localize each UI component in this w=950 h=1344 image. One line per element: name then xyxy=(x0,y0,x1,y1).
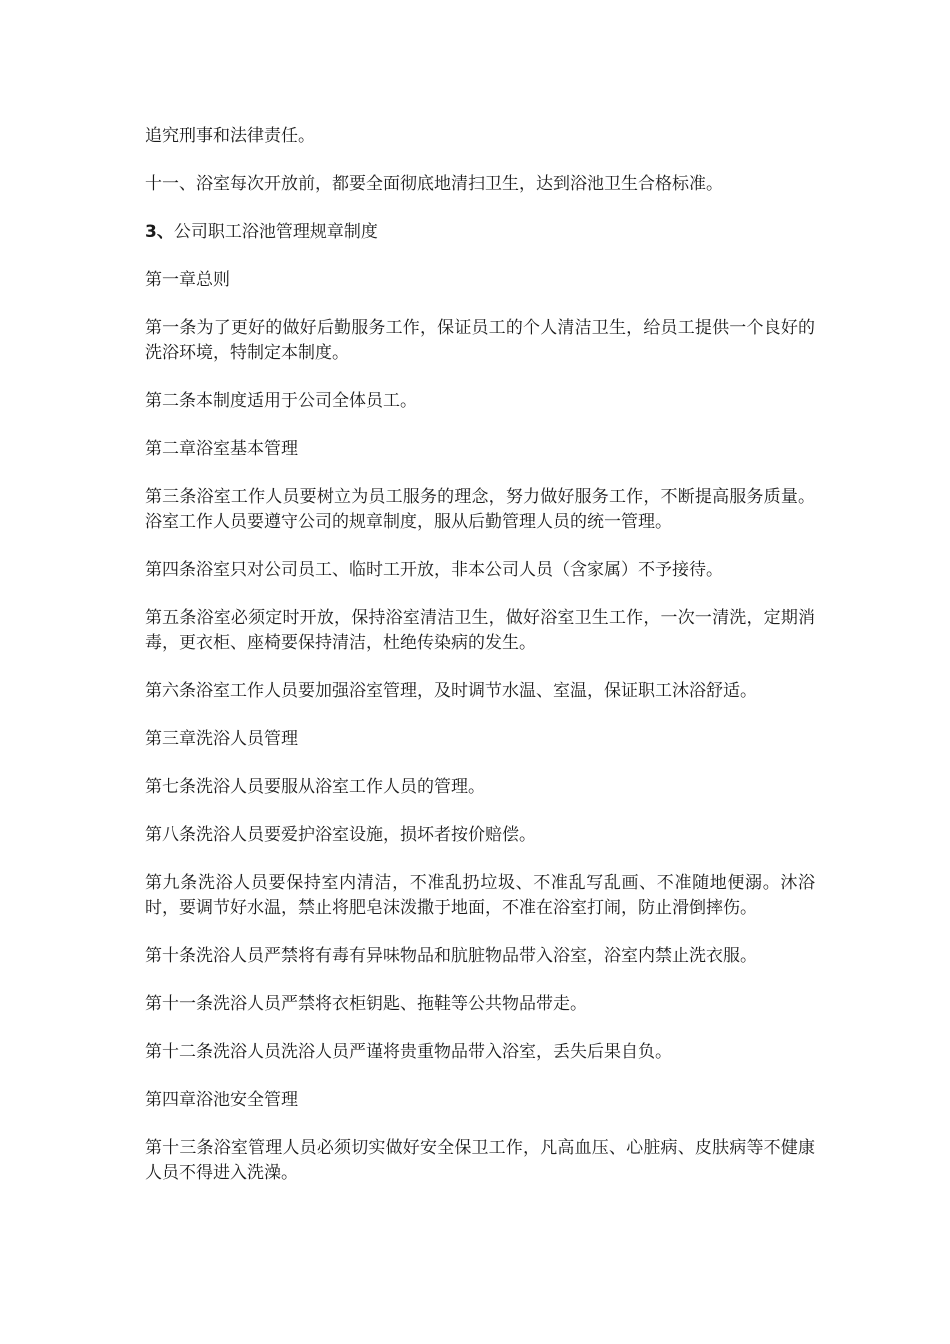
article-paragraph: 第七条洗浴人员要服从浴室工作人员的管理。 xyxy=(145,777,485,797)
article-paragraph: 第五条浴室必须定时开放，保持浴室清洁卫生，做好浴室卫生工作，一次一清洗，定期消毒，更衣柜、座椅要保持清洁，杜绝传染病的发生。 xyxy=(145,608,815,653)
paragraph: 追究刑事和法律责任。 xyxy=(145,126,315,146)
article-paragraph: 第一条为了更好的做好后勤服务工作，保证员工的个人清洁卫生，给员工提供一个良好的洗浴环境，特制定本制度。 xyxy=(145,318,815,363)
chapter-heading: 第一章总则 xyxy=(145,270,230,290)
section-number: 3、 xyxy=(145,222,174,242)
document-content xyxy=(145,124,815,1209)
article-paragraph: 第二条本制度适用于公司全体员工。 xyxy=(145,391,417,411)
chapter-heading: 第四章浴池安全管理 xyxy=(145,1090,298,1110)
article-paragraph: 第九条洗浴人员要保持室内清洁，不准乱扔垃圾、不准乱写乱画、不准随地便溺。沐浴时，要调节好水温，禁止将肥皂沫泼撒于地面，不准在浴室打闹，防止滑倒摔伤。 xyxy=(145,873,815,918)
article-paragraph: 第十条洗浴人员严禁将有毒有异味物品和肮脏物品带入浴室，浴室内禁止洗衣服。 xyxy=(145,946,757,966)
article-paragraph: 第十二条洗浴人员洗浴人员严谨将贵重物品带入浴室，丢失后果自负。 xyxy=(145,1042,672,1062)
article-paragraph: 第十一条洗浴人员严禁将衣柜钥匙、拖鞋等公共物品带走。 xyxy=(145,994,587,1014)
chapter-heading: 第三章洗浴人员管理 xyxy=(145,729,298,749)
article-paragraph: 第八条洗浴人员要爱护浴室设施，损坏者按价赔偿。 xyxy=(145,825,536,845)
chapter-heading: 第二章浴室基本管理 xyxy=(145,439,298,459)
article-paragraph: 第三条浴室工作人员要树立为员工服务的理念，努力做好服务工作，不断提高服务质量。浴室工作人员要遵守公司的规章制度，服从后勤管理人员的统一管理。 xyxy=(145,487,815,532)
article-paragraph: 第四条浴室只对公司员工、临时工开放，非本公司人员（含家属）不予接待。 xyxy=(145,560,723,580)
article-paragraph: 第十三条浴室管理人员必须切实做好安全保卫工作，凡高血压、心脏病、皮肤病等不健康人员不得进入洗澡。 xyxy=(145,1138,815,1183)
section-heading xyxy=(145,220,815,245)
section-title: 公司职工浴池管理规章制度 xyxy=(173,222,378,242)
paragraph: 十一、浴室每次开放前，都要全面彻底地清扫卫生，达到浴池卫生合格标准。 xyxy=(145,174,723,194)
article-paragraph: 第六条浴室工作人员要加强浴室管理，及时调节水温、室温，保证职工沐浴舒适。 xyxy=(145,681,757,701)
